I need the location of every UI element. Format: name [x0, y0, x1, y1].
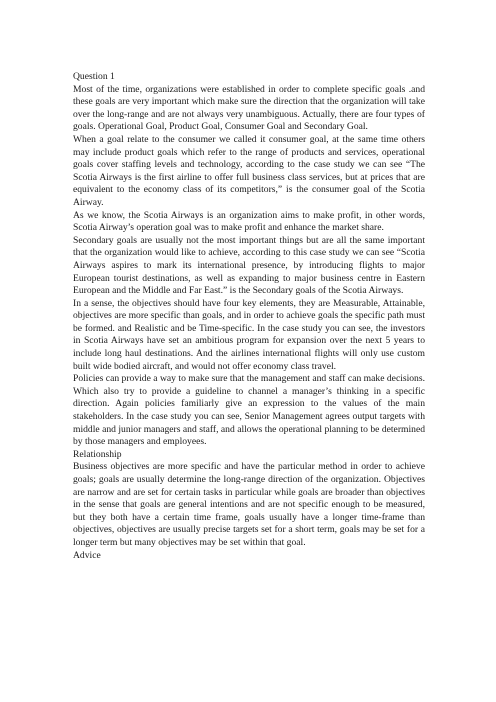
document-page: [73, 71, 425, 562]
advice-heading: Advice: [73, 549, 101, 561]
paragraph-goals-intro: Most of the time, organizations were established in order to complete specific goals .and these goals are very important which make sure the direction that the organization will take over the long-range and are not always very unambiguous. Actually, there are four types of goals. Operational Goal, Product Goal, Consumer Goal and Secondary Goal.: [73, 83, 425, 133]
question-heading: Question 1: [73, 71, 115, 82]
paragraph-objectives: In a sense, the objectives should have four key elements, they are Measurable, Attainable, objectives are more specific than goals, and in order to achieve goals the specific path must be formed. and Realistic and be Time-specific. In the case study you can see, the investors in Scotia Airways have set an ambitious program for expansion over the next 5 years to include long haul destinations. And the airlines international flights will only use custom built wide bodied aircraft, and would not offer economy class travel.: [73, 297, 425, 372]
relationship-heading: Relationship: [73, 448, 122, 460]
paragraph-consumer-goal: When a goal relate to the consumer we called it consumer goal, at the same time others may include product goals which refer to the range of products and services, operational goals cover staffing levels and technology, according to the case study we can see “The Scotia Airways is the first airline to offer full business class services, but at prices that are equivalent to the economy class of its competitors,” is the consumer goal of the Scotia Airway.: [73, 133, 425, 208]
paragraph-secondary-goals: Secondary goals are usually not the most important things but are all the same important that the organization would like to achieve, according to this case study we can see “Scotia Airways aspires to mark its international presence, by introducing flights to major European tourist destinations, as well as expanding to major business centre in Eastern European and the Middle and Far East.” is the Secondary goals of the Scotia Airways.: [73, 234, 425, 297]
paragraph-relationship: Business objectives are more specific and have the particular method in order to achieve goals; goals are usually determine the long-range direction of the organization. Objectives are narrow and are set for certain tasks in particular while goals are broader than objectives in the sense that goals are general intentions and are not specific enough to be measured, but they both have a certain time frame, goals usually have a longer time-frame than objectives, objectives are usually precise targets set for a short term, goals may be set for a longer term but many objectives may be set within that goal.: [73, 461, 425, 548]
paragraph-policies: Policies can provide a way to make sure that the management and staff can make decisions. Which also try to provide a guideline to channel a manager’s thinking in a specific direction. Again policies familiarly give an expression to the values of the main stakeholders. In the case study you can see, Senior Management agrees output targets with middle and junior managers and staff, and allows the operational planning to be determined by those managers and employees.: [73, 373, 425, 448]
paragraph-operational-goal: As we know, the Scotia Airways is an organization aims to make profit, in other words, Scotia Airway’s operation goal was to make profit and enhance the market share.: [73, 209, 425, 234]
